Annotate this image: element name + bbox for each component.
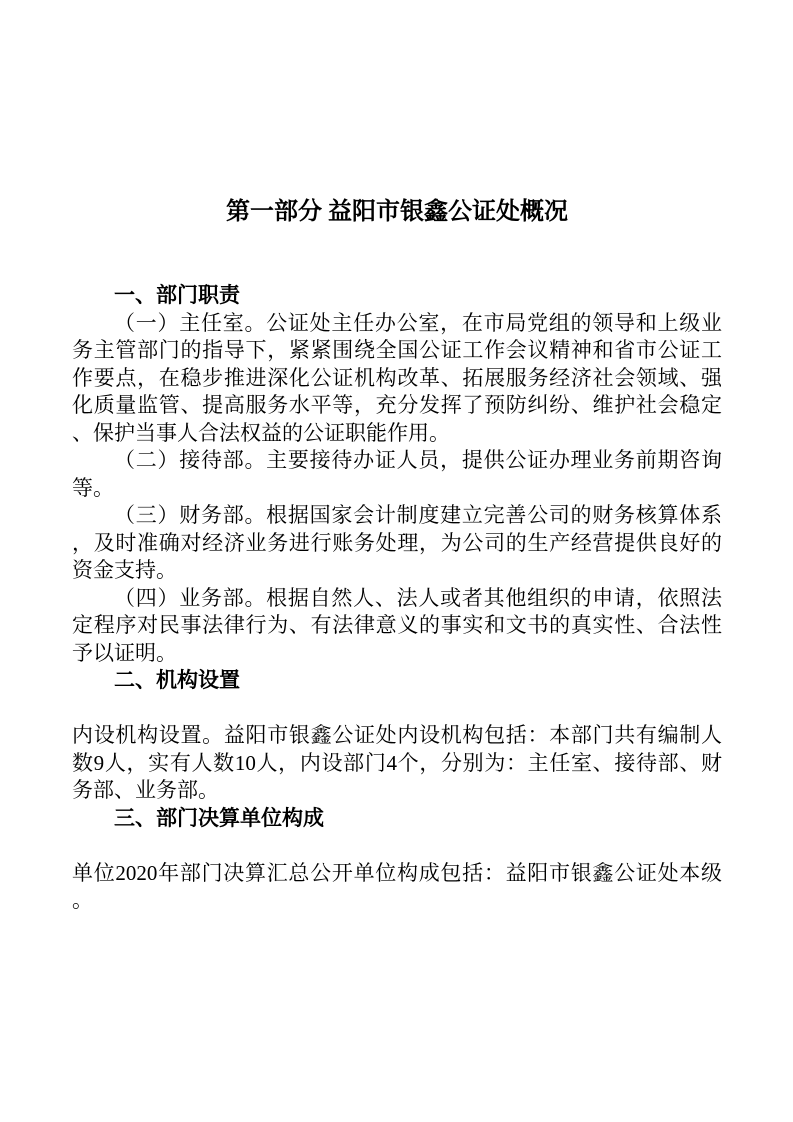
section-heading-organization-setup: 二、机构设置 xyxy=(114,669,240,692)
section-heading-department-duties: 一、部门职责 xyxy=(114,284,240,307)
paragraph-internal-organization: 内设机构设置。益阳市银鑫公证处内设机构包括：本部门共有编制人数9人，实有人数10人，内设部门4个，分别为：主任室、接待部、财务部、业务部。 xyxy=(72,723,722,802)
paragraph-budget-unit-composition: 单位2020年部门决算汇总公开单位构成包括：益阳市银鑫公证处本级。 xyxy=(72,860,722,912)
section-heading-budget-unit-composition: 三、部门决算单位构成 xyxy=(114,806,324,830)
paragraph-business-dept: （四）业务部。根据自然人、法人或者其他组织的申请，依照法定程序对民事法律行为、有法律意义的事实和文书的真实性、合法性予以证明。 xyxy=(72,585,722,665)
paragraph-director-office: （一）主任室。公证处主任办公室，在市局党组的领导和上级业务主管部门的指导下，紧紧围绕全国公证工作会议精神和省市公证工作要点，在稳步推进深化公证机构改革、拓展服务经济社会领域、强化质量监管、提高服务水平等，充分发挥了预防纠纷、维护社会稳定、保护当事人合法权益的公证职能作用。 xyxy=(72,310,722,445)
paragraph-reception-dept: （二）接待部。主要接待办证人员，提供公证办理业务前期咨询等。 xyxy=(72,448,722,500)
document-title: 第一部分 益阳市银鑫公证处概况 xyxy=(226,199,568,225)
paragraph-finance-dept: （三）财务部。根据国家会计制度建立完善公司的财务核算体系，及时准确对经济业务进行账务处理，为公司的生产经营提供良好的资金支持。 xyxy=(72,503,722,582)
